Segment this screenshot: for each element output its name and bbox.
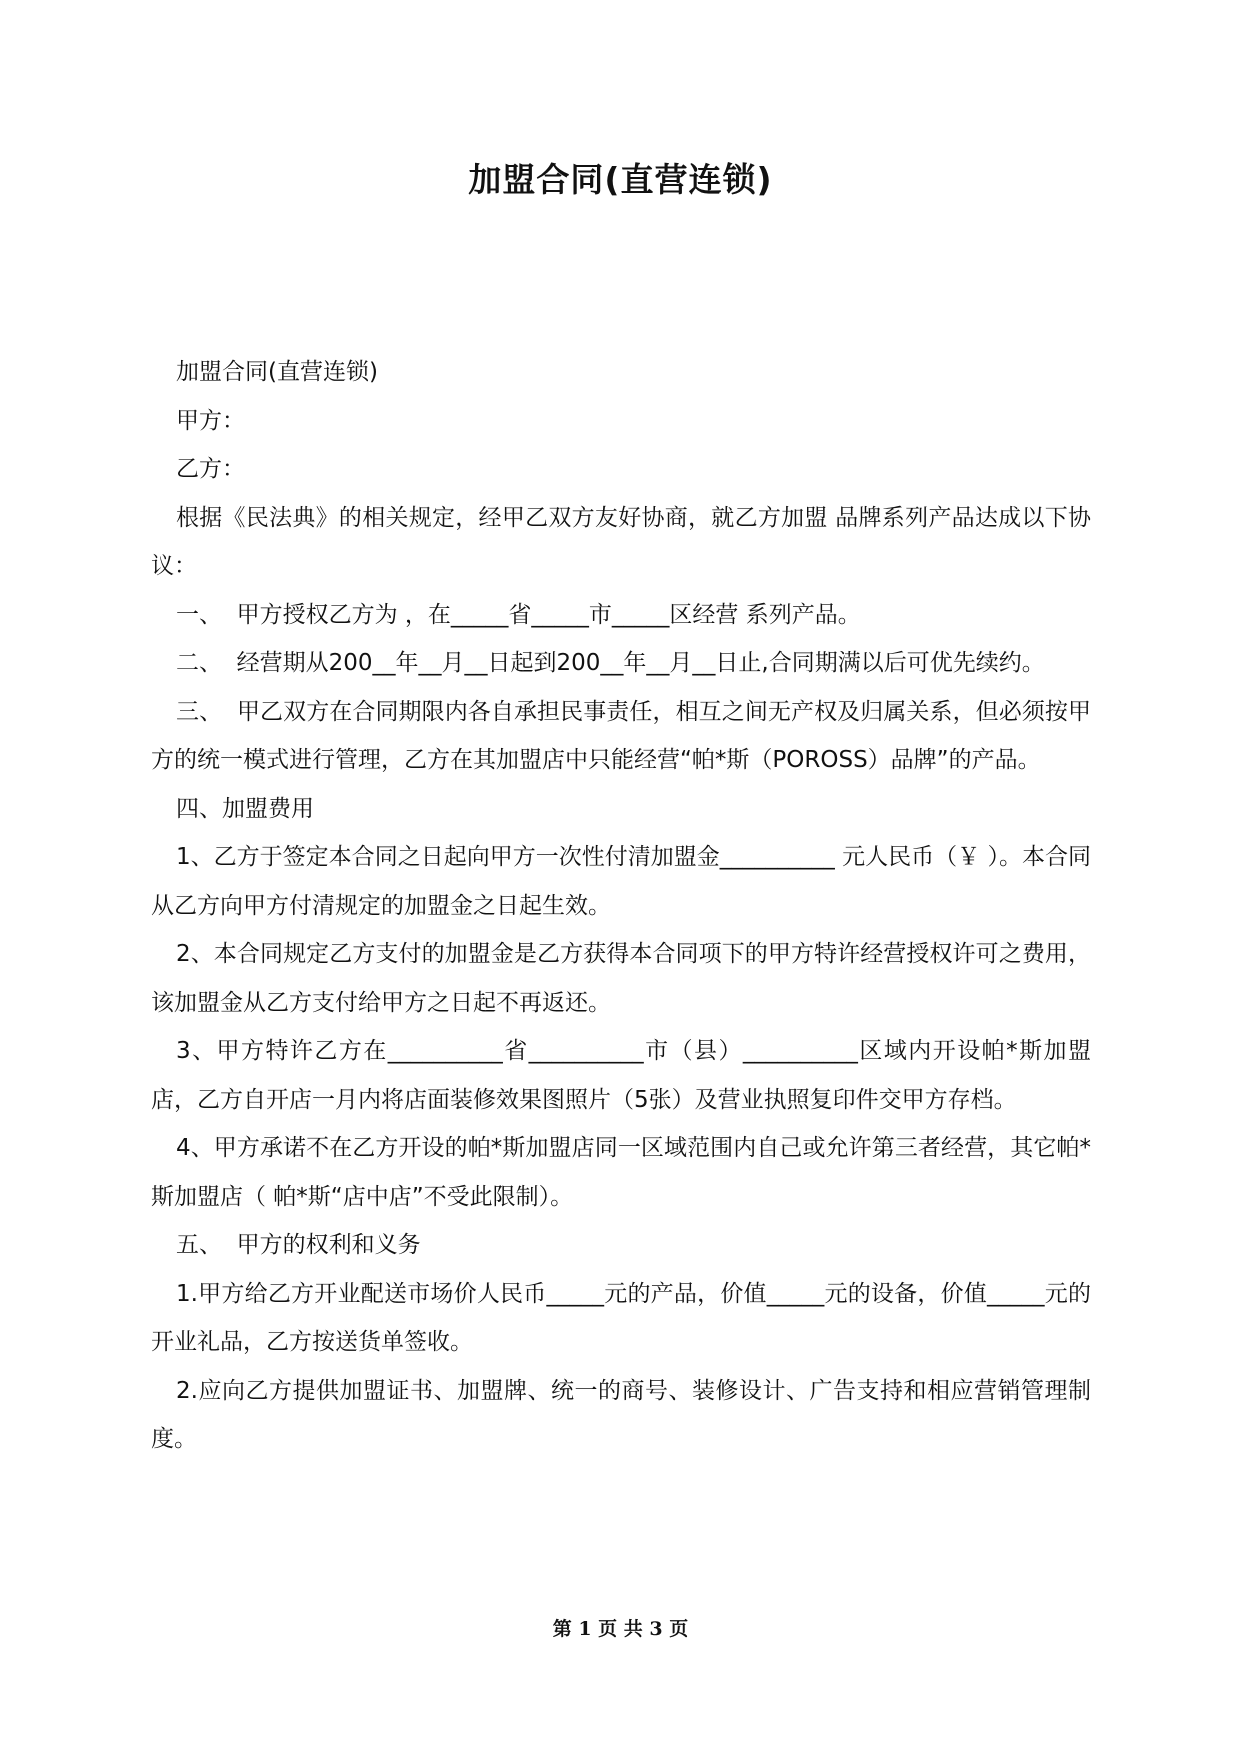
paragraph-party-a: 甲方： — [176, 407, 245, 434]
document-title: 加盟合同(直营连锁) — [468, 160, 773, 199]
paragraph-clause-1: 一、 甲方授权乙方为 ，在_____省_____市_____区经营 系列产品。 — [176, 601, 861, 628]
paragraph-rights-2: 2.应向乙方提供加盟证书、加盟牌、统一的商号、装修设计、广告支持和相应营销管理制度。 — [151, 1377, 1091, 1452]
paragraph-preamble: 根据《民法典》的相关规定，经甲乙双方友好协商，就乙方加盟 品牌系列产品达成以下协议： — [151, 504, 1091, 579]
paragraph-fee-1: 1、乙方于签定本合同之日起向甲方一次性付清加盟金__________ 元人民币（￥ ）。本合同从乙方向甲方付清规定的加盟金之日起生效。 — [151, 844, 1091, 919]
paragraph-clause-3: 三、 甲乙双方在合同期限内各自承担民事责任，相互之间无产权及归属关系，但必须按甲方的统一模式进行管理，乙方在其加盟店中只能经营“帕*斯（POROSS）品牌”的产品。 — [151, 698, 1091, 773]
page-number: 第 1 页 共 3 页 — [552, 1618, 689, 1640]
document-body — [151, 348, 1091, 1464]
paragraph-rights-1: 1.甲方给乙方开业配送市场价人民币_____元的产品，价值_____元的设备，价值_____元的开业礼品，乙方按送货单签收。 — [151, 1280, 1091, 1355]
paragraph-fee-3: 3、甲方特许乙方在__________省__________市（县）__________区域内开设帕*斯加盟店，乙方自开店一月内将店面装修效果图照片（5张）及营业执照复印件交甲方存档。 — [151, 1038, 1091, 1113]
section-heading-rights: 五、 甲方的权利和义务 — [176, 1232, 421, 1258]
paragraph-contract-name: 加盟合同(直营连锁) — [176, 359, 378, 385]
paragraph-fee-2: 2、本合同规定乙方支付的加盟金是乙方获得本合同项下的甲方特许经营授权许可之费用，该加盟金从乙方支付给甲方之日起不再返还。 — [151, 941, 1091, 1016]
paragraph-fee-4: 4、甲方承诺不在乙方开设的帕*斯加盟店同一区域范围内自己或允许第三者经营，其它帕*斯加盟店（ 帕*斯“店中店”不受此限制）。 — [151, 1135, 1091, 1210]
section-heading-fees: 四、加盟费用 — [176, 795, 314, 822]
paragraph-clause-2: 二、 经营期从200__年__月__日起到200__年__月__日止,合同期满以后可优先续约。 — [176, 650, 1045, 676]
paragraph-party-b: 乙方： — [176, 456, 245, 482]
